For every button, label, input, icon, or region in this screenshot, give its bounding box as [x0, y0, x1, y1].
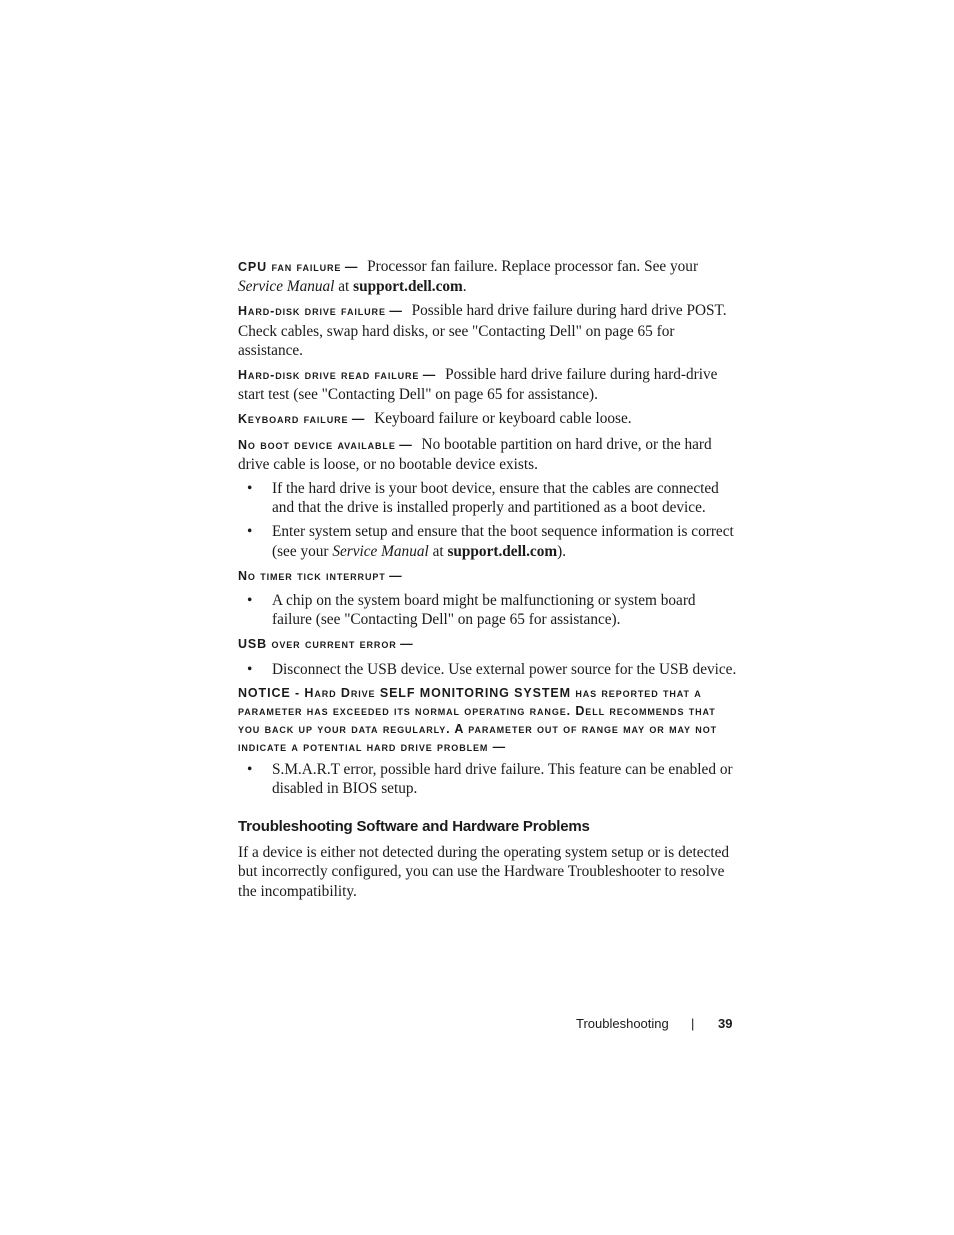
- list-item: [238, 660, 738, 679]
- error-entry-usb-over-current: [238, 634, 738, 654]
- error-entry-no-timer-tick: [238, 566, 738, 586]
- error-entry-hard-disk-drive-failure: [238, 301, 738, 360]
- term-dash: —: [341, 260, 358, 274]
- error-entry-cpu-fan-failure: [238, 257, 738, 296]
- term-dash: —: [419, 368, 436, 383]
- list-item-text: If the hard drive is your boot device, ensure that the cables are connected and that the drive is installed properly and partitioned as a boot device.: [272, 480, 719, 517]
- error-term: No timer tick interrupt: [238, 568, 386, 583]
- punctuation: .: [462, 278, 467, 296]
- error-entry-keyboard-failure: [238, 409, 738, 429]
- term-dash: —: [385, 304, 402, 319]
- error-term: No boot device available: [238, 437, 396, 452]
- error-entry-no-boot-device: [238, 435, 738, 474]
- error-term-rest: over current error: [267, 637, 397, 652]
- footer-section-label: Troubleshooting: [576, 1016, 669, 1031]
- list-item-text: Enter system setup and ensure that the boot sequence information is correct (see your: [272, 523, 734, 560]
- bullet-list-no-boot-device: [238, 479, 738, 561]
- section-heading: Troubleshooting Software and Hardware Problems: [238, 818, 590, 836]
- error-description: Processor fan failure. Replace processor fan. See your: [367, 258, 699, 275]
- bullet-icon: •: [247, 660, 253, 678]
- error-term: Hard-disk drive failure: [238, 304, 386, 319]
- list-item: [238, 479, 738, 517]
- term-dash: —: [385, 568, 402, 583]
- error-term-rest: fan failure: [267, 260, 342, 274]
- bullet-icon: •: [247, 523, 253, 541]
- error-description: Possible hard drive failure during hard drive POST. Check cables, swap hard disks, or see "Contacting Dell" on page 65 for assistance.: [238, 302, 727, 359]
- manual-title: Service Manual: [238, 278, 335, 296]
- notice-entry-smart: [238, 684, 738, 757]
- bullet-list-usb-over-current: [238, 660, 738, 679]
- term-dash: —: [395, 437, 412, 452]
- error-description: Keyboard failure or keyboard cable loose.: [374, 410, 632, 428]
- error-term: Hard-disk drive read failure: [238, 368, 420, 383]
- punctuation: ).: [557, 542, 567, 560]
- list-item: [238, 591, 738, 629]
- connector-text: at: [428, 542, 448, 560]
- term-dash: —: [348, 412, 365, 427]
- page-number: 39: [718, 1016, 733, 1031]
- support-link-text: support.dell.com: [353, 278, 463, 296]
- error-description: Possible hard drive failure during hard-drive start test (see "Contacting Dell" on page 65 for assistance).: [238, 366, 718, 404]
- footer-separator: |: [691, 1016, 695, 1031]
- error-term: Keyboard failure: [238, 412, 349, 427]
- error-entry-hard-disk-read-failure: [238, 365, 738, 404]
- bullet-icon: •: [247, 480, 253, 498]
- list-item: [238, 760, 738, 798]
- notice-heading: NOTICE - Hard Drive SELF MONITORING SYSTEM has reported that a parameter has exceeded its normal operating range. Dell recommends that you back up your data regularly. A parameter out of range may or may not indicate a potential hard drive problem —: [238, 685, 718, 755]
- bullet-list-smart: [238, 760, 738, 798]
- manual-title: Service Manual: [332, 542, 429, 560]
- error-description: No bootable partition on hard drive, or the hard drive cable is loose, or no bootable device exists.: [238, 435, 712, 473]
- bullet-icon: •: [247, 592, 253, 610]
- section-paragraph: If a device is either not detected during the operating system setup or is detected but incorrectly configured, you can use the Hardware Troubleshooter to resolve the incompatibility.: [238, 844, 730, 900]
- support-link-text: support.dell.com: [447, 542, 558, 560]
- list-item-text: Disconnect the USB device. Use external power source for the USB device.: [272, 660, 737, 678]
- bullet-list-no-timer-tick: [238, 591, 738, 629]
- list-item-text: A chip on the system board might be malfunctioning or system board failure (see "Contacting Dell" on page 65 for assistance).: [272, 592, 696, 629]
- error-term: CPU: [238, 260, 268, 274]
- list-item: [238, 522, 738, 560]
- term-dash: —: [396, 637, 413, 652]
- connector-text: at: [334, 278, 354, 296]
- list-item-text: S.M.A.R.T error, possible hard drive failure. This feature can be enabled or disabled in BIOS setup.: [272, 760, 733, 797]
- error-term: USB: [238, 637, 268, 652]
- page-content: [238, 257, 738, 906]
- bullet-icon: •: [247, 760, 253, 778]
